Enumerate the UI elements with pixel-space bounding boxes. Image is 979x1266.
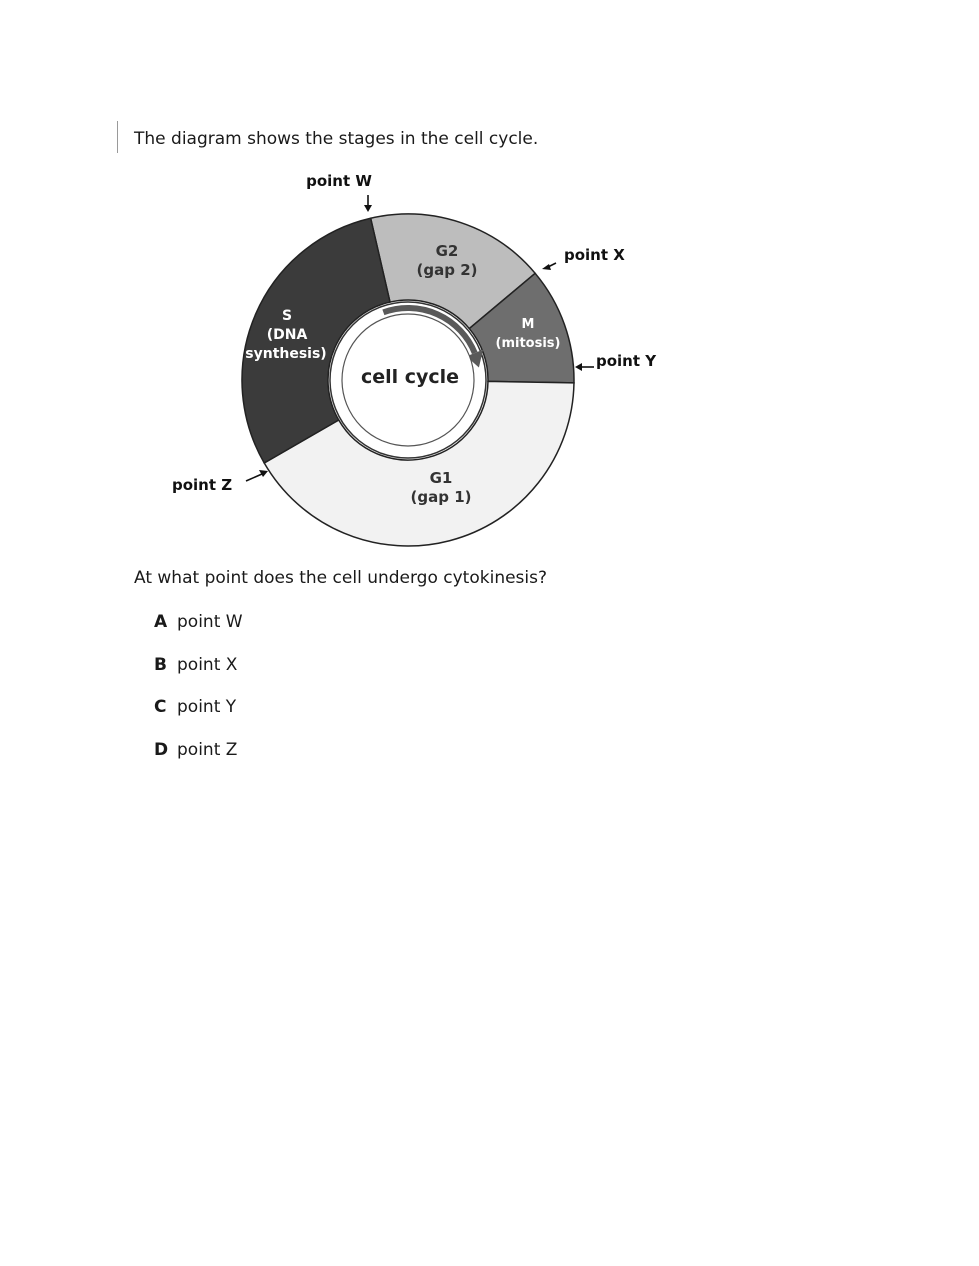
g1-phase-desc: (gap 1) <box>410 488 472 506</box>
s-phase-desc-line1: (DNA <box>266 327 308 343</box>
intro-text: The diagram shows the stages in the cell cycle. <box>134 129 539 149</box>
choice-letter: C <box>154 697 167 717</box>
question-text: At what point does the cell undergo cytokinesis? <box>134 568 548 588</box>
point-y-arrowhead <box>575 363 582 371</box>
choice-text: point Z <box>177 739 238 760</box>
center-label: cell cycle <box>360 366 460 388</box>
cell-cycle-diagram <box>160 160 680 560</box>
point-x-arrowhead <box>542 264 551 270</box>
g2-phase-desc: (gap 2) <box>416 261 478 279</box>
answer-choices <box>154 612 243 782</box>
choice-letter: D <box>154 739 169 760</box>
choice-letter: B <box>154 654 167 675</box>
choice-letter: A <box>154 612 168 632</box>
choice-b[interactable] <box>154 655 243 698</box>
point-w-arrowhead <box>364 205 372 212</box>
choice-text: point X <box>177 654 238 675</box>
point-z-arrow <box>246 474 262 481</box>
point-z-label: point Z <box>172 476 233 494</box>
choice-a[interactable] <box>154 612 243 655</box>
choice-text: point W <box>177 612 243 632</box>
point-z-arrowhead <box>259 470 268 477</box>
point-y-label: point Y <box>596 352 657 370</box>
choice-text: point Y <box>177 697 237 717</box>
m-phase-name: M <box>521 317 535 332</box>
s-phase-desc-line2: synthesis) <box>245 346 327 362</box>
point-x-label: point X <box>564 246 625 264</box>
choice-c[interactable] <box>154 697 243 740</box>
g2-phase-name: G2 <box>435 242 459 260</box>
g1-phase-name: G1 <box>429 469 453 487</box>
choice-d[interactable] <box>154 740 243 783</box>
s-phase-name: S <box>281 308 293 324</box>
point-w-label: point W <box>306 172 372 190</box>
m-phase-desc: (mitosis) <box>495 336 561 351</box>
left-margin-bar <box>117 121 118 153</box>
